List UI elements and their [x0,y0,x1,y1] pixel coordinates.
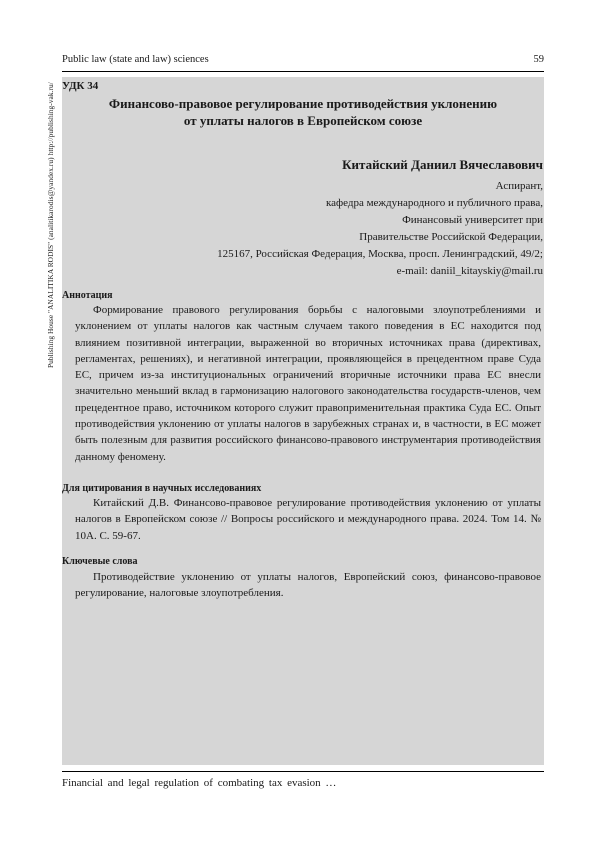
article-title [62,95,544,129]
journal-section: Public law (state and law) sciences [62,54,209,65]
affiliation-line: Правительстве Российской Федерации, [359,231,543,243]
citation-text: Китайский Д.В. Финансово-правовое регулирование противодействия уклонению от уплаты налогов в Европейском союзе // Вопросы российского и международного права. 2024. Том 14. № 10А. С. 59-67. [75,497,541,542]
header-rule [62,71,544,72]
footer-rule [62,771,544,772]
udk-code: УДК 34 [62,80,99,92]
affiliation-line: Финансовый университет при [402,214,543,226]
affiliation-line: кафедра международного и публичного права, [325,197,543,209]
author-affiliation [123,178,543,280]
page-number: 59 [533,54,544,65]
abstract-heading: Аннотация [62,290,113,301]
affiliation-line: Аспирант, [495,180,543,192]
affiliation-line: 125167, Российская Федерация, Москва, просп. Ленинградский, 49/2; [217,248,543,260]
citation-heading: Для цитирования в научных исследованиях [62,483,262,494]
title-line-2: от уплаты налогов в Европейском союзе [183,113,423,128]
author-name: Китайский Даниил Вячеславович [342,157,543,172]
footer-running-title: Financial and legal regulation of combating tax evasion … [62,777,337,789]
abstract-text: Формирование правового регулирования борьбы с налоговыми злоупотреблениями и уклонением от уплаты налогов как частным случаем такого поведения в ЕС находится под влиянием позитивной интеграции, выраженной во вторичных источниках права (директивах, регламентах, решениях), и негативной интеграции, проявляющейся в прецедентном праве Суда ЕС, причем из-за институциональных ограничений вторичные источники права ЕС внесли значительно меньший вклад в гармонизацию налогового законодательства государств-членов, чем прецедентное право, источником которого служит правоприменительная практика Суда ЕС. Опыт противодействия уклонению от уплаты налогов в зарубежных странах и, в частности, в ЕС может быть полезным для развития российского финансово-правового инструментария противодействия данному феномену. [75,304,541,463]
running-header [62,52,544,68]
title-line-1: Финансово-правовое регулирование противодействия уклонению [108,96,498,111]
affiliation-email: e-mail: daniil_kitayskiy@mail.ru [396,265,543,277]
keywords-heading: Ключевые слова [62,556,138,567]
keywords-text: Противодействие уклонению от уплаты налогов, Европейский союз, финансово-правовое регулирование, налоговые злоупотребления. [75,571,541,600]
publisher-side-text: Publishing House "ANALITIKA RODIS" (analitikarodis@yandex.ru) http://publishing-vak.ru/ [46,82,55,368]
